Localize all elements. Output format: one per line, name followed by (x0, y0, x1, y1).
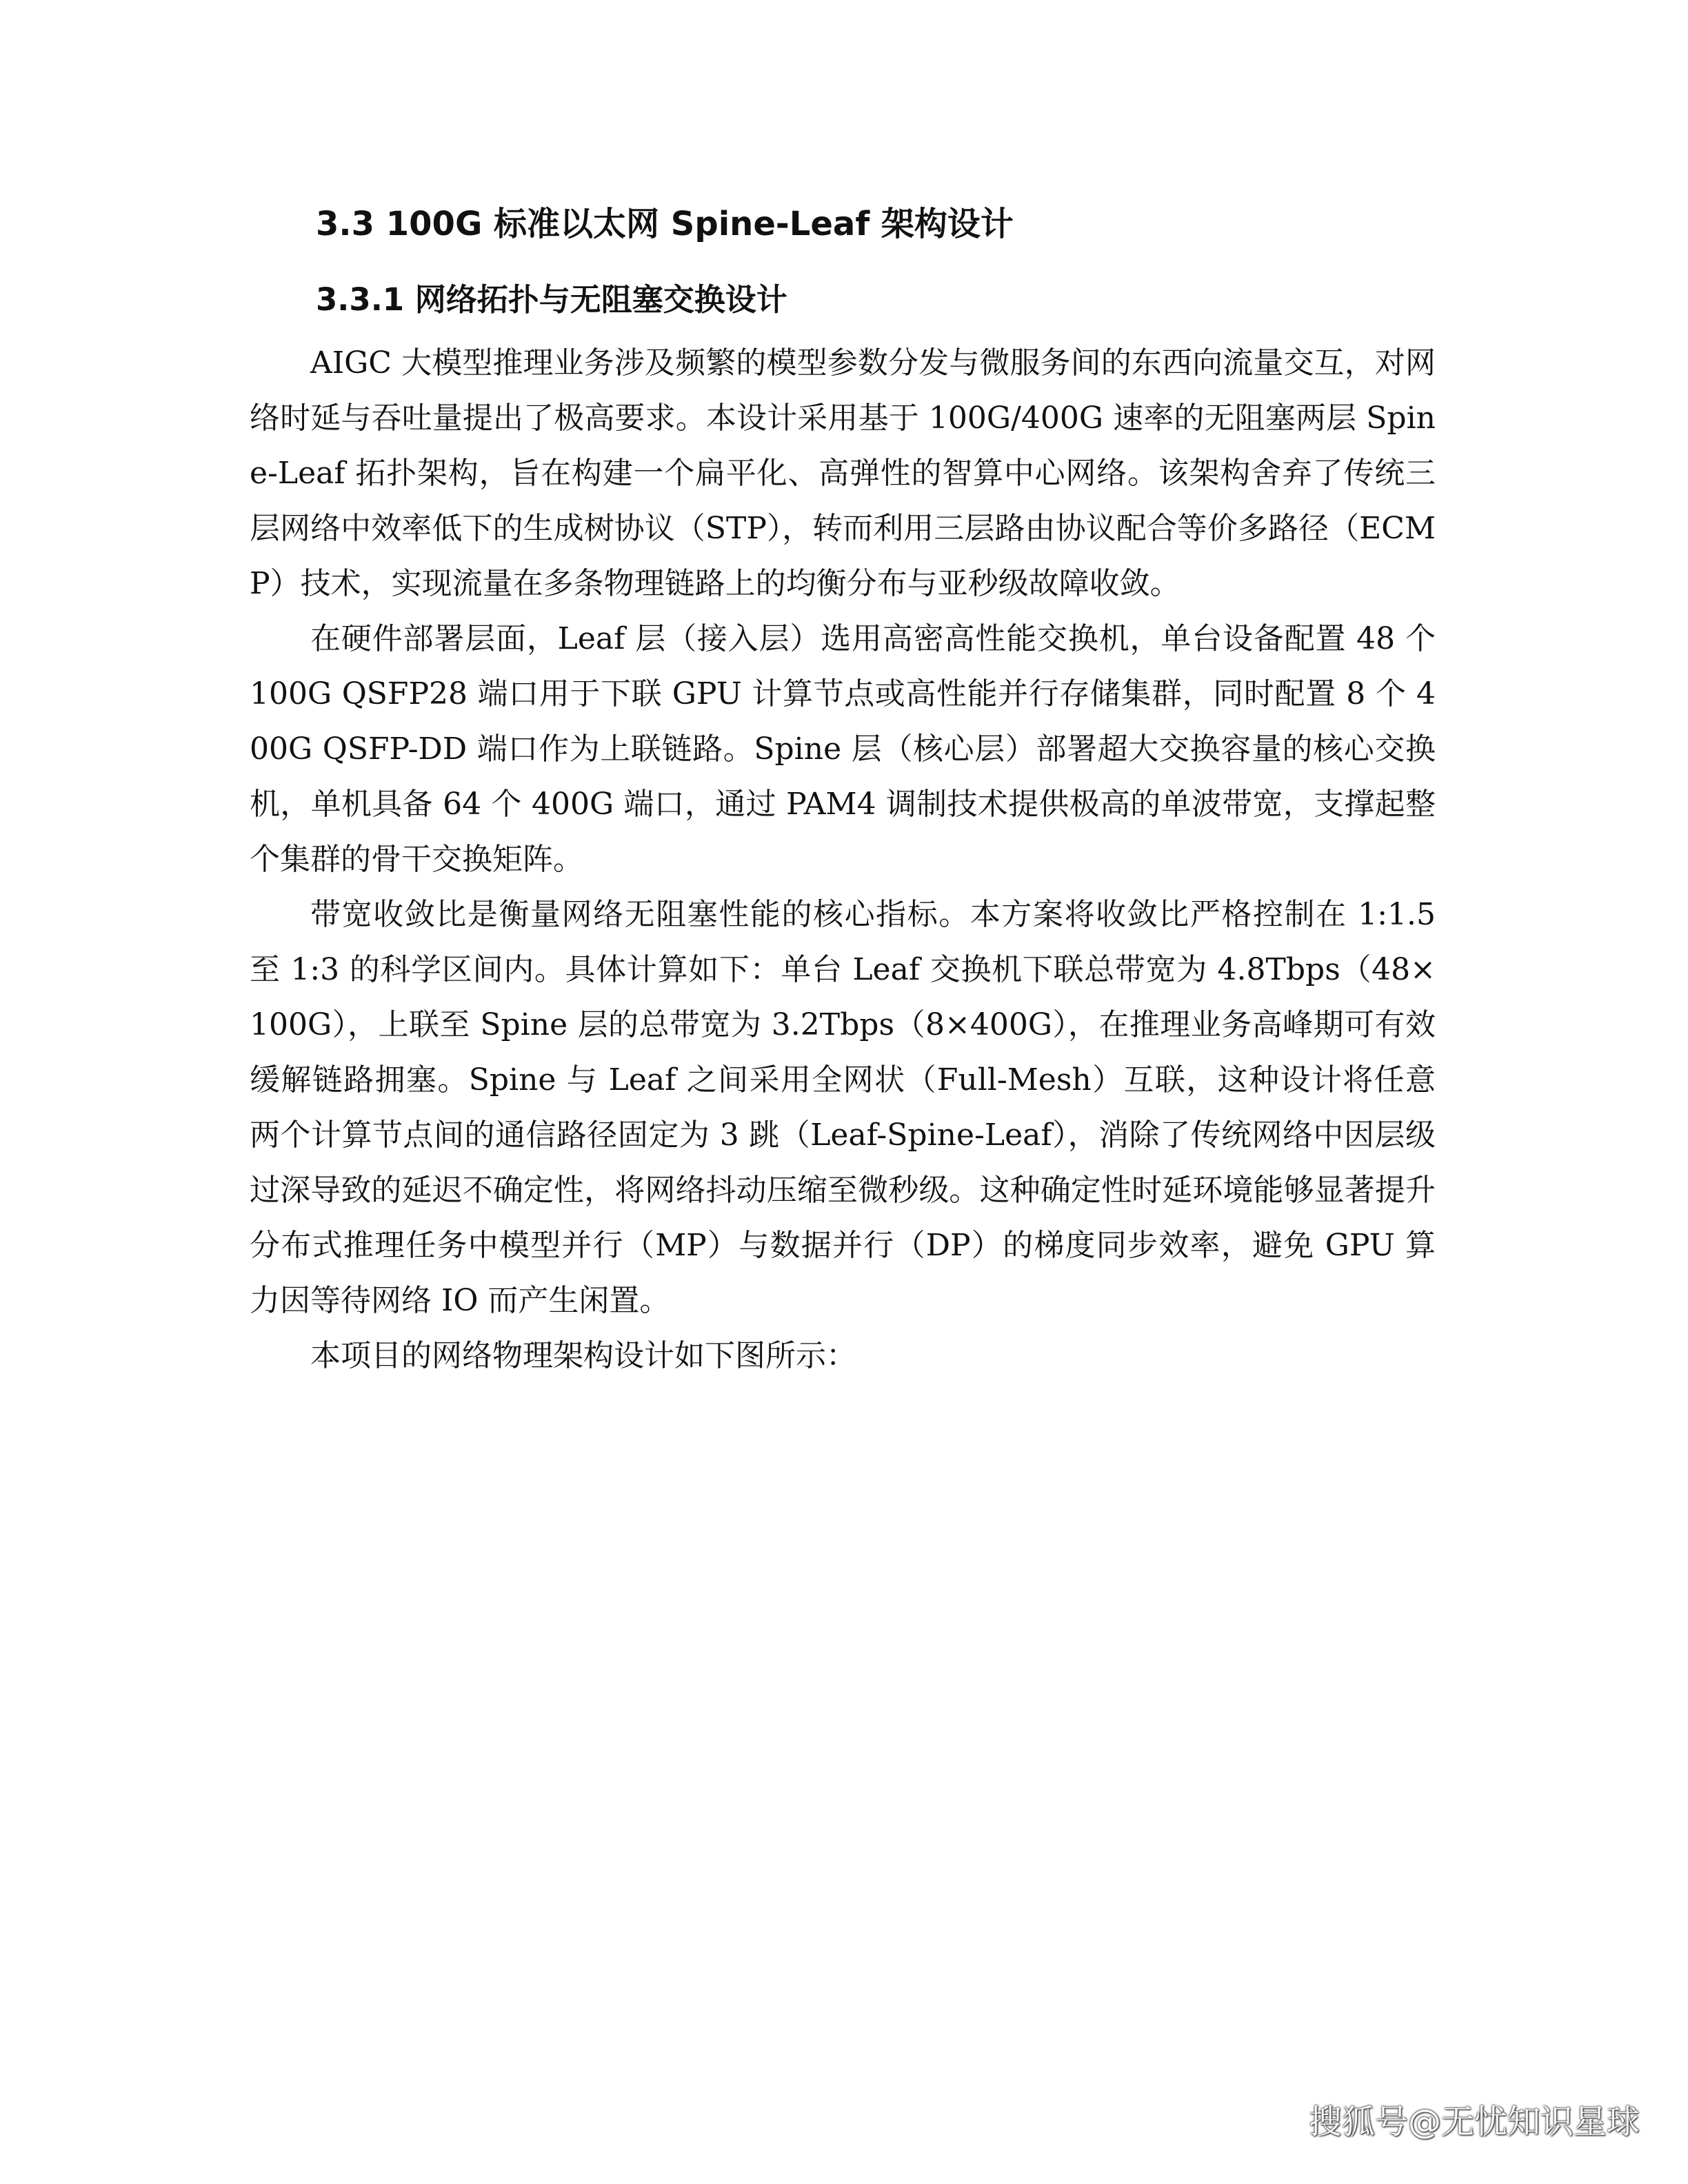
watermark: 搜狐号@无忧知识星球 (1308, 2103, 1640, 2141)
paragraph-figure-intro: 本项目的网络物理架构设计如下图所示： (310, 1338, 856, 1373)
page-content (250, 196, 1436, 1384)
paragraph-bandwidth: 带宽收敛比是衡量网络无阻塞性能的核心指标。本方案将收敛比严格控制在 1:1.5 至 1:3 的科学区间内。具体计算如下：单台 Leaf 交换机下联总带宽为 4.8Tbps（48×100G），上联至 Spine 层的总带宽为 3.2Tbps（8×400G），在推理业务高峰期可有效缓解链路拥塞。Spine 与 Leaf 之间采用全网状（Full-Mesh）互联，这种设计将任意两个计算节点间的通信路径固定为 3 跳（Leaf-Spine-Leaf），消除了传统网络中因层级过深导致的延迟不确定性，将网络抖动压缩至微秒级。这种确定性时延环境能够显著提升分布式推理任务中模型并行（MP）与数据并行（DP）的梯度同步效率，避免 GPU 算力因等待网络 IO 而产生闲置。 (250, 897, 1436, 1318)
section-heading: 3.3 100G 标准以太网 Spine-Leaf 架构设计 (316, 205, 1014, 243)
subsection-heading: 3.3.1 网络拓扑与无阻塞交换设计 (316, 281, 787, 318)
paragraph-hardware: 在硬件部署层面，Leaf 层（接入层）选用高密高性能交换机，单台设备配置 48 个 100G QSFP28 端口用于下联 GPU 计算节点或高性能并行存储集群，同时配置 8 个 400G QSFP-DD 端口作为上联链路。Spine 层（核心层）部署超大交换容量的核心交换机，单机具备 64 个 400G 端口，通过 PAM4 调制技术提供极高的单波带宽，支撑起整个集群的骨干交换矩阵。 (250, 621, 1436, 877)
paragraph-intro: AIGC 大模型推理业务涉及频繁的模型参数分发与微服务间的东西向流量交互，对网络时延与吞吐量提出了极高要求。本设计采用基于 100G/400G 速率的无阻塞两层 Spine-Leaf 拓扑架构，旨在构建一个扁平化、高弹性的智算中心网络。该架构舍弃了传统三层网络中效率低下的生成树协议（STP），转而利用三层路由协议配合等价多路径（ECMP）技术，实现流量在多条物理链路上的均衡分布与亚秒级故障收敛。 (250, 345, 1436, 601)
